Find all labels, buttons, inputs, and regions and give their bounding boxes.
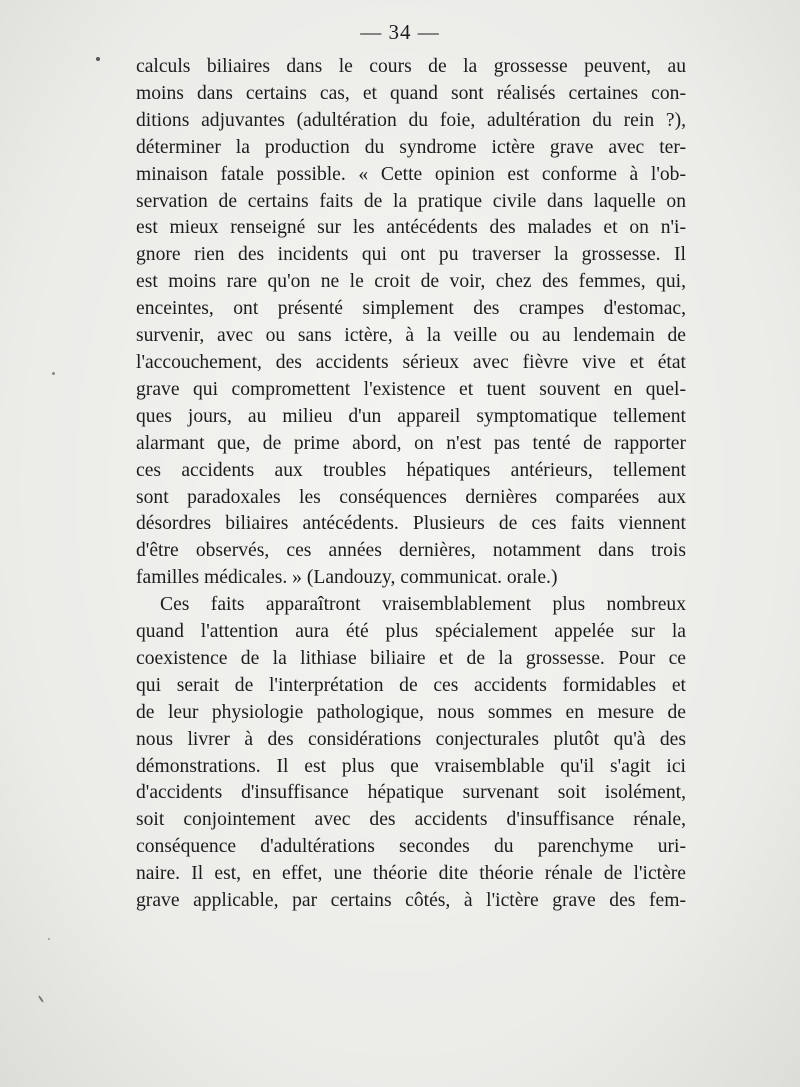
text-line: l'accouchement, des accidents sérieux avec fièvre vive et état — [136, 351, 686, 373]
text-line: démonstrations. Il est plus que vraisemblable qu'il s'agit ici — [136, 755, 686, 777]
paragraph-1 — [136, 54, 686, 592]
body-text — [136, 54, 686, 915]
paragraph-2 — [136, 592, 686, 915]
text-line: quand l'attention aura été plus spécialement appelée sur la — [136, 621, 686, 643]
text-line: servation de certains faits de la pratique civile dans laquelle on — [136, 190, 686, 212]
text-line: d'accidents d'insuffisance hépatique survenant soit isolément, — [136, 782, 686, 804]
text-line: ditions adjuvantes (adultération du foie, adultération du rein ?), — [136, 109, 686, 131]
text-line: minaison fatale possible. « Cette opinion est conforme à l'ob- — [136, 163, 686, 185]
text-line: désordres biliaires antécédents. Plusieurs de ces faits viennent — [136, 513, 686, 535]
text-line: ces accidents aux troubles hépatiques antérieurs, tellement — [136, 459, 686, 481]
text-line: d'être observés, ces années dernières, notamment dans trois — [136, 540, 686, 562]
text-line: déterminer la production du syndrome ictère grave avec ter- — [136, 136, 686, 158]
text-line: naire. Il est, en effet, une théorie dite théorie rénale de l'ictère — [136, 863, 686, 885]
text-line: sont paradoxales les conséquences dernières comparées aux — [136, 486, 686, 508]
text-line: moins dans certains cas, et quand sont réalisés certaines con- — [136, 82, 686, 104]
text-line: nous livrer à des considérations conjecturales plutôt qu'à des — [136, 728, 686, 750]
text-line: familles médicales. » (Landouzy, communicat. orale.) — [136, 567, 558, 589]
text-line: soit conjointement avec des accidents d'insuffisance rénale, — [136, 809, 686, 831]
text-line: coexistence de la lithiase biliaire et de la grossesse. Pour ce — [136, 647, 686, 669]
text-line: qui serait de l'interprétation de ces accidents formidables et — [136, 674, 686, 696]
ink-speck — [48, 938, 50, 940]
ink-speck — [96, 57, 100, 61]
ink-speck — [52, 372, 55, 375]
text-line: gnore rien des incidents qui ont pu traverser la grossesse. Il — [136, 244, 686, 266]
text-line: de leur physiologie pathologique, nous sommes en mesure de — [136, 701, 686, 723]
page-number: — 34 — — [360, 20, 440, 44]
text-line: conséquence d'adultérations secondes du parenchyme uri- — [136, 836, 686, 858]
ink-speck — [38, 995, 44, 1003]
text-line: alarmant que, de prime abord, on n'est pas tenté de rapporter — [136, 432, 686, 454]
text-line: enceintes, ont présenté simplement des crampes d'estomac, — [136, 298, 686, 320]
text-line: grave applicable, par certains côtés, à l'ictère grave des fem- — [136, 890, 686, 912]
text-line: grave qui compromettent l'existence et tuent souvent en quel- — [136, 378, 686, 400]
text-line: ques jours, au milieu d'un appareil symptomatique tellement — [136, 405, 686, 427]
text-line: est mieux renseigné sur les antécédents des malades et on n'i- — [136, 217, 686, 239]
text-line: calculs biliaires dans le cours de la grossesse peuvent, au — [136, 56, 686, 77]
text-line: Ces faits apparaîtront vraisemblablement plus nombreux — [160, 594, 686, 616]
text-line: survenir, avec ou sans ictère, à la veille ou au lendemain de — [136, 325, 686, 347]
text-line: est moins rare qu'on ne le croit de voir, chez des femmes, qui, — [136, 271, 686, 293]
